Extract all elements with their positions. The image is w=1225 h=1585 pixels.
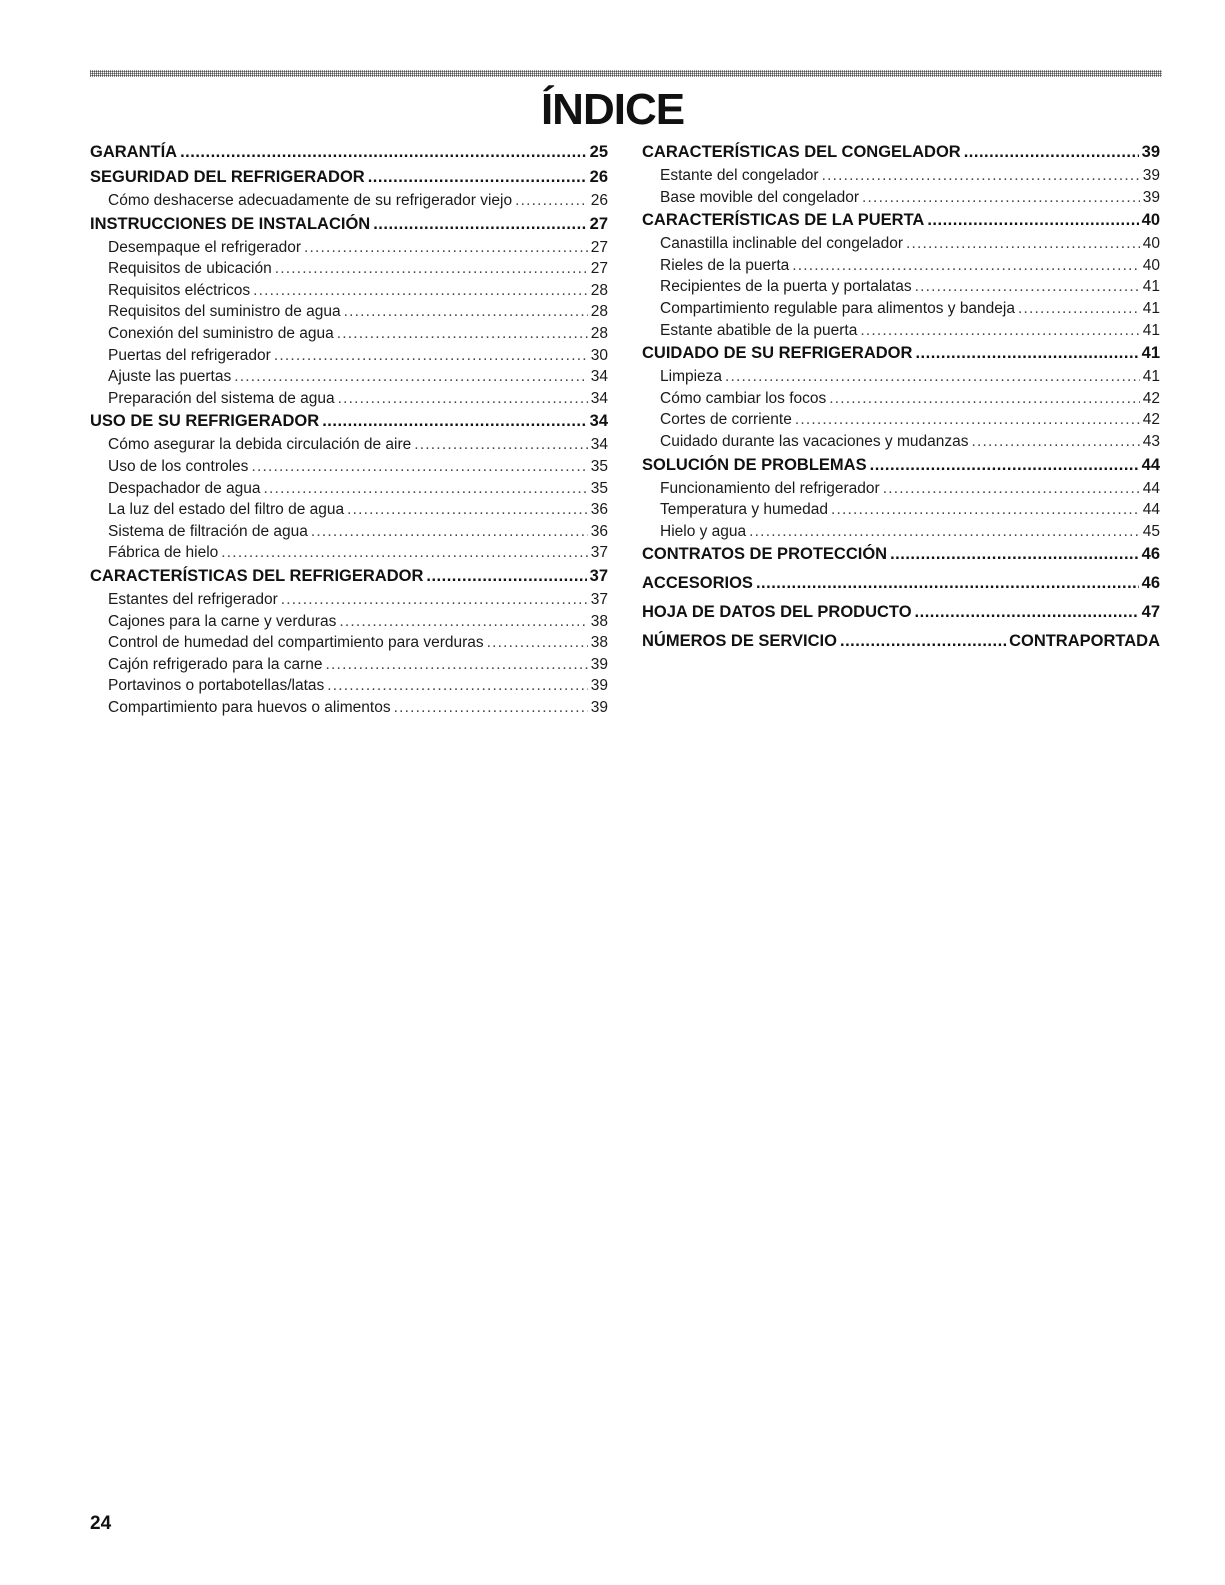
toc-entry-label: USO DE SU REFRIGERADOR (90, 412, 320, 431)
dot-leader (221, 542, 587, 564)
toc-sub-entry[interactable] (642, 366, 1160, 388)
dot-leader (337, 323, 588, 345)
toc-sub-entry[interactable] (90, 675, 608, 697)
toc-entry-page: 41 (1142, 299, 1160, 317)
toc-sub-entry[interactable] (642, 233, 1160, 255)
toc-entry-page: 41 (1141, 344, 1160, 363)
toc-section-entry[interactable] (642, 142, 1160, 165)
toc-entry-label: Sistema de filtración de agua (108, 522, 308, 540)
toc-sub-entry[interactable] (90, 478, 608, 500)
toc-entry-page: CONTRAPORTADA (1009, 632, 1160, 651)
toc-sub-entry[interactable] (90, 434, 608, 456)
header-rule (90, 70, 1162, 77)
toc-entry-label: Portavinos o portabotellas/latas (108, 677, 325, 695)
toc-entry-page: 37 (589, 566, 608, 585)
toc-entry-label: HOJA DE DATOS DEL PRODUCTO (642, 603, 912, 622)
toc-entry-label: Estantes del refrigerador (108, 590, 278, 608)
toc-entry-label: SOLUCIÓN DE PROBLEMAS (642, 455, 867, 474)
dot-leader (311, 521, 588, 543)
toc-section-entry[interactable] (642, 544, 1160, 567)
dot-leader (831, 499, 1140, 521)
dot-leader (822, 165, 1140, 187)
toc-sub-entry[interactable] (642, 165, 1160, 187)
dot-leader (322, 411, 586, 431)
toc-entry-page: 39 (1142, 167, 1160, 184)
toc-entry-page: 25 (589, 143, 608, 161)
dot-leader (883, 478, 1140, 500)
toc-entry-page: 44 (1142, 479, 1160, 497)
toc-entry-page: 41 (1142, 368, 1160, 386)
toc-sub-entry[interactable] (90, 654, 608, 676)
toc-entry-page: 36 (590, 522, 608, 540)
dot-leader (264, 478, 588, 500)
dot-leader (927, 210, 1138, 230)
dot-leader (915, 602, 1139, 622)
toc-column-left (90, 140, 608, 718)
toc-entry-label: Cómo asegurar la debida circulación de aire (108, 436, 412, 454)
toc-sub-entry[interactable] (90, 258, 608, 280)
toc-section-entry[interactable] (642, 602, 1160, 625)
toc-entry-label: Recipientes de la puerta y portalatas (660, 278, 912, 296)
page-title: ÍNDICE (540, 85, 685, 134)
dot-leader (870, 455, 1139, 475)
toc-entry-label: ACCESORIOS (642, 574, 753, 593)
dot-leader (862, 187, 1140, 209)
toc-entry-page: 27 (590, 260, 608, 278)
dot-leader (234, 366, 588, 388)
toc-entry-label: Puertas del refrigerador (108, 346, 271, 364)
toc-sub-entry[interactable] (642, 187, 1160, 209)
toc-entry-label: Desempaque el refrigerador (108, 238, 301, 256)
dot-leader (795, 409, 1140, 431)
toc-entry-page: 47 (1141, 603, 1160, 622)
toc-entry-page: 38 (590, 612, 608, 630)
toc-column-right (642, 140, 1160, 654)
dot-leader (426, 566, 586, 586)
toc-entry-label: INSTRUCCIONES DE INSTALACIÓN (90, 214, 371, 233)
toc-entry-label: NÚMEROS DE SERVICIO (642, 632, 837, 651)
dot-leader (373, 214, 586, 234)
toc-entry-label: La luz del estado del filtro de agua (108, 501, 345, 519)
toc-entry-label: Estante abatible de la puerta (660, 321, 858, 339)
toc-section-entry[interactable] (642, 631, 1160, 654)
toc-entry-label: Cómo deshacerse adecuadamente de su refrigerador viejo (108, 192, 513, 209)
toc-sub-entry[interactable] (90, 280, 608, 302)
toc-entry-label: Control de humedad del compartimiento para verduras (108, 634, 484, 652)
dot-leader (860, 320, 1139, 342)
toc-entry-label: Conexión del suministro de agua (108, 324, 334, 342)
toc-sub-entry[interactable] (90, 301, 608, 323)
toc-entry-page: 46 (1141, 574, 1160, 593)
toc-entry-page: 26 (589, 168, 608, 186)
dot-leader (915, 343, 1138, 363)
dot-leader (326, 654, 588, 676)
toc-sub-entry[interactable] (642, 388, 1160, 410)
toc-sub-entry[interactable] (90, 456, 608, 478)
toc-sub-entry[interactable] (90, 697, 608, 719)
toc-sub-entry[interactable] (90, 632, 608, 654)
toc-entry-label: Rieles de la puerta (660, 256, 790, 274)
toc-entry-page: 38 (590, 634, 608, 652)
toc-entry-label: Despachador de agua (108, 479, 261, 497)
toc-entry-label: CUIDADO DE SU REFRIGERADOR (642, 344, 913, 363)
toc-entry-page: 30 (590, 346, 608, 364)
toc-entry-page: 44 (1141, 455, 1160, 474)
dot-leader (327, 675, 587, 697)
toc-sub-entry[interactable] (642, 255, 1160, 277)
toc-entry-label: CONTRATOS DE PROTECCIÓN (642, 545, 888, 564)
toc-entry-label: Compartimiento para huevos o alimentos (108, 698, 391, 716)
toc-entry-label: Funcionamiento del refrigerador (660, 479, 880, 497)
dot-leader (274, 345, 588, 367)
toc-entry-page: 41 (1142, 321, 1160, 339)
toc-entry-page: 35 (590, 457, 608, 475)
dot-leader (829, 388, 1139, 410)
dot-leader (281, 589, 588, 611)
toc-sub-entry[interactable] (90, 345, 608, 367)
toc-entry-page: 26 (590, 192, 608, 209)
toc-entry-page: 40 (1142, 256, 1160, 274)
toc-entry-page: 40 (1142, 235, 1160, 253)
toc-section-entry[interactable] (90, 411, 608, 434)
toc-section-entry[interactable] (642, 455, 1160, 478)
toc-entry-page: 36 (590, 501, 608, 519)
toc-entry-page: 28 (590, 324, 608, 342)
dot-leader (906, 233, 1140, 255)
dot-leader (180, 142, 587, 162)
dot-leader (414, 434, 587, 456)
toc-entry-page: 34 (590, 389, 608, 407)
toc-entry-label: Cuidado durante las vacaciones y mudanzas (660, 432, 969, 450)
toc-entry-label: CARACTERÍSTICAS DEL REFRIGERADOR (90, 566, 424, 585)
toc-section-entry[interactable] (642, 210, 1160, 233)
dot-leader (792, 255, 1140, 277)
toc-entry-page: 42 (1142, 389, 1160, 407)
toc-entry-page: 34 (590, 368, 608, 386)
toc-entry-label: SEGURIDAD DEL REFRIGERADOR (90, 168, 365, 186)
dot-leader (347, 499, 588, 521)
toc-entry-label: Fábrica de hielo (108, 544, 219, 562)
toc-entry-page: 39 (590, 677, 608, 695)
toc-entry-page: 39 (590, 698, 608, 716)
toc-sub-entry[interactable] (642, 499, 1160, 521)
toc-entry-page: 28 (590, 281, 608, 299)
toc-sub-entry[interactable] (90, 237, 608, 259)
dot-leader (339, 611, 587, 633)
dot-leader (756, 573, 1139, 593)
toc-sub-entry[interactable] (90, 190, 608, 212)
toc-sub-entry[interactable] (90, 589, 608, 611)
toc-section-entry[interactable] (642, 573, 1160, 596)
toc-entry-page: 40 (1141, 211, 1160, 230)
toc-section-entry[interactable] (90, 214, 608, 237)
dot-leader (304, 237, 588, 259)
toc-entry-label: Preparación del sistema de agua (108, 389, 335, 407)
toc-entry-page: 43 (1142, 432, 1160, 450)
toc-entry-page: 27 (589, 214, 608, 233)
dot-leader (515, 190, 588, 212)
toc-entry-label: Temperatura y humedad (660, 501, 829, 519)
toc-sub-entry[interactable] (90, 323, 608, 345)
toc-sub-entry[interactable] (90, 521, 608, 543)
toc-section-entry[interactable] (90, 167, 608, 190)
toc-sub-entry[interactable] (642, 409, 1160, 431)
toc-entry-label: CARACTERÍSTICAS DEL CONGELADOR (642, 143, 961, 161)
toc-entry-page: 39 (1142, 188, 1160, 206)
toc-entry-label: Requisitos del suministro de agua (108, 303, 341, 321)
dot-leader (971, 431, 1139, 453)
toc-entry-page: 35 (590, 479, 608, 497)
dot-leader (344, 301, 588, 323)
toc-sub-entry[interactable] (90, 611, 608, 633)
toc-entry-label: Cortes de corriente (660, 411, 792, 429)
dot-leader (338, 388, 588, 410)
toc-entry-label: Compartimiento regulable para alimentos y bandeja (660, 299, 1015, 317)
toc-section-entry[interactable] (642, 343, 1160, 366)
dot-leader (1018, 298, 1140, 320)
toc-entry-label: Ajuste las puertas (108, 368, 232, 386)
toc-entry-page: 37 (590, 544, 608, 562)
dot-leader (253, 280, 588, 302)
toc-sub-entry[interactable] (642, 320, 1160, 342)
dot-leader (487, 632, 588, 654)
toc-sub-entry[interactable] (642, 298, 1160, 320)
dot-leader (890, 544, 1139, 564)
toc-entry-label: Cajones para la carne y verduras (108, 612, 337, 630)
toc-entry-label: Uso de los controles (108, 457, 249, 475)
toc-sub-entry[interactable] (642, 431, 1160, 453)
dot-leader (251, 456, 587, 478)
toc-sub-entry[interactable] (90, 542, 608, 564)
toc-entry-label: Cómo cambiar los focos (660, 389, 827, 407)
toc-entry-page: 39 (1141, 143, 1160, 161)
toc-entry-page: 41 (1142, 278, 1160, 296)
toc-entry-page: 34 (589, 412, 608, 431)
dot-leader (394, 697, 588, 719)
dot-leader (964, 142, 1139, 162)
toc-entry-label: Estante del congelador (660, 167, 819, 184)
toc-entry-page: 37 (590, 590, 608, 608)
toc-entry-page: 45 (1142, 522, 1160, 540)
dot-leader (840, 631, 1006, 651)
dot-leader (275, 258, 588, 280)
toc-entry-label: CARACTERÍSTICAS DE LA PUERTA (642, 211, 925, 230)
toc-entry-label: Canastilla inclinable del congelador (660, 235, 903, 253)
toc-sub-entry[interactable] (642, 521, 1160, 543)
toc-entry-label: Limpieza (660, 368, 723, 386)
dot-leader (749, 521, 1140, 543)
toc-sub-entry[interactable] (90, 388, 608, 410)
toc-entry-page: 44 (1142, 501, 1160, 519)
toc-sub-entry[interactable] (642, 478, 1160, 500)
toc-section-entry[interactable] (90, 142, 608, 165)
toc-entry-page: 39 (590, 655, 608, 673)
toc-sub-entry[interactable] (642, 276, 1160, 298)
toc-entry-label: Hielo y agua (660, 522, 747, 540)
toc-entry-page: 28 (590, 303, 608, 321)
toc-sub-entry[interactable] (90, 499, 608, 521)
dot-leader (368, 167, 587, 187)
toc-section-entry[interactable] (90, 566, 608, 589)
toc-entry-page: 42 (1142, 411, 1160, 429)
toc-entry-label: Base movible del congelador (660, 188, 860, 206)
toc-entry-label: Requisitos eléctricos (108, 281, 251, 299)
dot-leader (915, 276, 1140, 298)
toc-sub-entry[interactable] (90, 366, 608, 388)
toc-entry-label: Requisitos de ubicación (108, 260, 272, 278)
page-number: 24 (90, 1513, 112, 1534)
toc-entry-page: 34 (590, 436, 608, 454)
toc-entry-label: Cajón refrigerado para la carne (108, 655, 323, 673)
dot-leader (725, 366, 1140, 388)
toc-entry-page: 46 (1141, 545, 1160, 564)
toc-entry-page: 27 (590, 238, 608, 256)
toc-entry-label: GARANTÍA (90, 143, 178, 161)
